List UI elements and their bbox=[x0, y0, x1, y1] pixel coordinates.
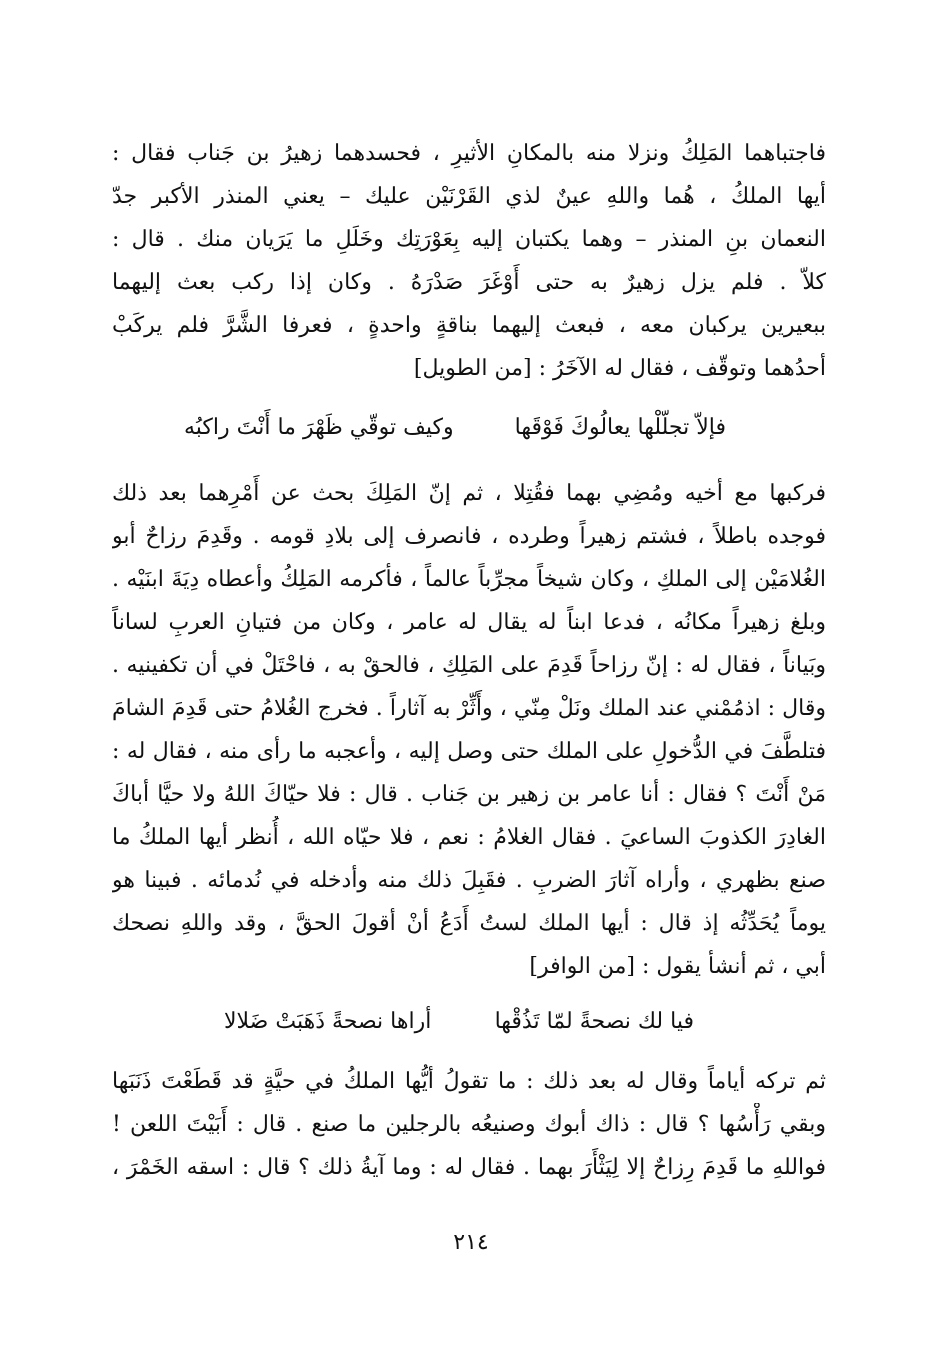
page-number: ٢١٤ bbox=[453, 1230, 489, 1255]
text-line: ثم تركه أياماً وقال له بعد ذلك : ما تقولُ أيُّها الملكُ في حيَّةٍ قد قَطَعْتَ ذَنَبَها bbox=[112, 1069, 826, 1094]
paragraph-2 bbox=[112, 472, 826, 988]
text-line: فتلطَّفَ في الدُّخولِ على الملك حتى وصل إليه ، وأعجبه ما رأى منه ، فقال له : bbox=[112, 739, 826, 764]
text-line: يوماً يُحَدِّثُه إذ قال : أيها الملك لستُ أَدَعُ أنْ أقولَ الحقَّ ، وقد واللهِ نصحك bbox=[112, 911, 826, 936]
text-line: فركبها مع أخيه ومُضِي بهما فقُتِلا ، ثم إنّ المَلِكَ بحث عن أَمْرِهما بعد ذلك bbox=[112, 481, 826, 506]
text-line: وبقي رَأْسُها ؟ قال : ذاك أبوك وصنيعُه بالرجلين ما صنع . قال : أَبَيْتَ اللعن ! bbox=[112, 1112, 826, 1137]
text-line: وبَياناً ، فقال له : إنّ رزاحاً قَدِمَ على المَلِكِ ، فالحقْ به ، فاحْتَلْ في أن تكفينيه . bbox=[112, 653, 826, 678]
text-line: ببعيرين يركبان معه ، فبعث إليهما بناقةٍ واحدةٍ ، فعرفا الشَّرَّ فلم يركَبْ bbox=[112, 313, 826, 338]
poem-verse-2 bbox=[112, 1000, 826, 1043]
text-line: وبلغ زهيراً مكانُه ، فدعا ابناً له يقال له عامر ، وكان من فتيانِ العربِ لساناً bbox=[112, 610, 826, 635]
text-line: فوجده باطلاً ، فشتم زهيراً وطرده ، فانصرف إلى بلادِ قومه . وقَدِمَ رزاحٌ أبو bbox=[112, 524, 826, 549]
verse-second-hemistich: أراها نصحةً ذَهَبَتْ ضَلالا bbox=[224, 1009, 432, 1034]
text-line: فواللهِ ما قَدِمَ رِزاحٌ إلا لِيَثْأَرَ بهما . فقال له : وما آيةُ ذلك ؟ قال : اسقه الخَمْرَ ، bbox=[112, 1155, 826, 1180]
poem-verse-1 bbox=[112, 406, 826, 449]
verse-second-hemistich: وكيف توقّي ظَهْرَ ما أَنْتَ راكبُه bbox=[184, 415, 454, 440]
verse-first-hemistich: فإلاّ تجلّلْها يعالُوكَ فَوْقَها bbox=[514, 415, 726, 440]
text-line: صنع بظهري ، وأراه آثارَ الضربِ . فقَبِلَ ذلك منه وأدخله في نُدمائه . فبينا هو bbox=[112, 868, 826, 893]
text-line: الغُلامَيْن إلى الملكِ ، وكان شيخاً مجرِّباً عالماً ، فأكرمه المَلِكُ وأعطاه دِيَةَ ابنَيْه . bbox=[112, 567, 826, 592]
paragraph-1 bbox=[112, 132, 826, 390]
verse-first-hemistich: فيا لك نصحةً لمّا تَذُقْها bbox=[494, 1009, 694, 1034]
text-line: أحدُهما وتوقّف ، فقال له الآخَرُ : [من الطويل] bbox=[413, 356, 826, 381]
text-line: أيها الملكُ ، هُما واللهِ عينٌ لذي القَرْنَيْن عليك – يعني المنذر الأكبر جدّ bbox=[112, 184, 826, 209]
text-line: كلاّ . فلم يزل زهيرٌ به حتى أَوْغَرَ صَدْرَهُ . وكان إذا ركب بعث إليهما bbox=[112, 270, 826, 295]
text-line: الغادِرَ الكذوبَ الساعيَ . فقال الغلامُ : نعم ، فلا حيّاه الله ، أُنظر أيها الملكُ ما bbox=[112, 825, 826, 850]
text-line: أبي ، ثم أنشأ يقول : [من الوافر] bbox=[529, 954, 826, 979]
paragraph-3 bbox=[112, 1060, 826, 1189]
text-line: مَنْ أَنْتَ ؟ فقال : أنا عامر بن زهير بن جَناب . قال : فلا حيّاكَ اللهُ ولا حيَّا أباكَ bbox=[112, 782, 826, 807]
text-line: النعمان بنِ المنذر – وهما يكتبان إليه بِعَوْرَتِك وخَلَلِ ما يَرَيان منك . قال : bbox=[112, 227, 826, 252]
text-line: وقال : اذمُمْني عند الملك ونَلْ مِنّي ، وأَثِّرْ به آثاراً . فخرج الغُلامُ حتى قَدِمَ الشامَ bbox=[112, 696, 826, 721]
text-line: فاجتباهما المَلِكُ ونزلا منه بالمكانِ الأثيرِ ، فحسدهما زهيرُ بن جَناب فقال : bbox=[112, 141, 826, 166]
